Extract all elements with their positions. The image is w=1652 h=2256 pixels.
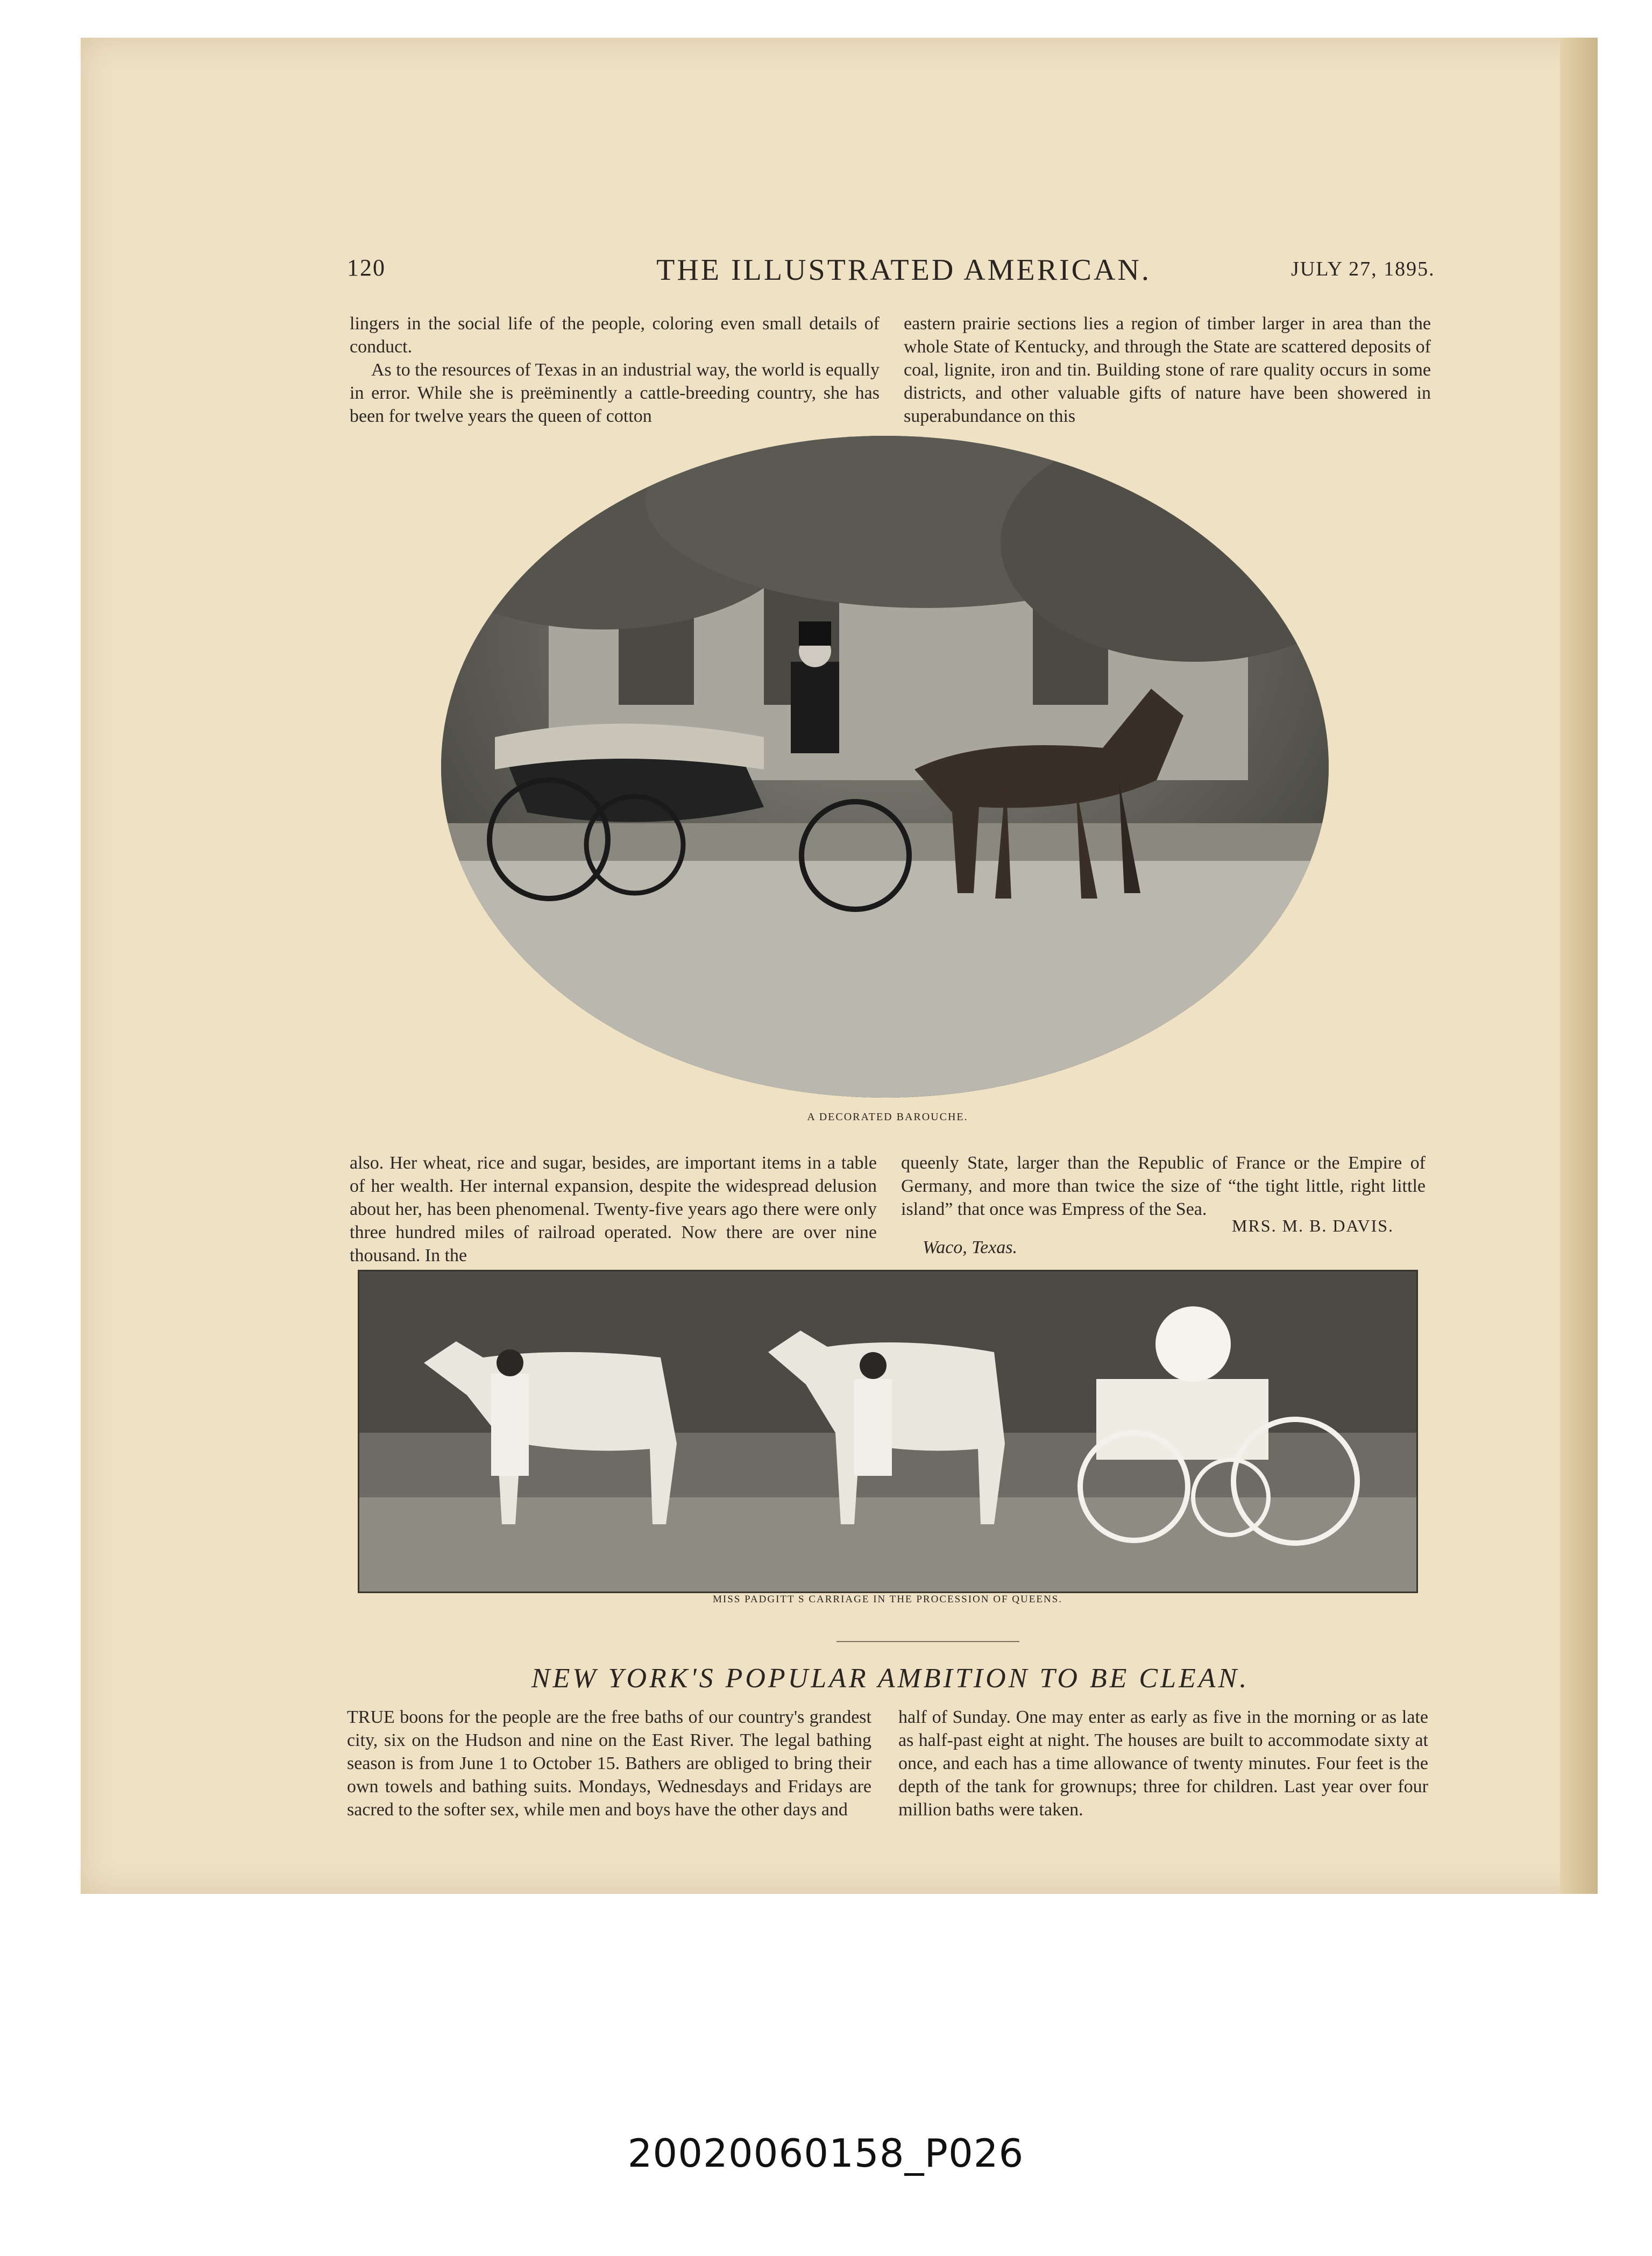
paragraph: lingers in the social life of the people, coloring even small details of conduct. (350, 314, 880, 357)
page-number: 120 (347, 254, 386, 281)
page-edge-shadow (1560, 38, 1598, 1894)
article-left-column (347, 1706, 871, 1821)
paragraph: eastern prairie sections lies a region of timber larger in area than the whole State of Kentucky, and through the State are scattered deposits of coal, lignite, iron and tin. Building stone of rare quality occurs in some districts, and other valuable gifts of nature have been showered in superabundance on this (904, 314, 1431, 426)
padgitt-carriage-photo (358, 1270, 1418, 1593)
author-signature: MRS. M. B. DAVIS. (1232, 1216, 1394, 1235)
section-divider (836, 1641, 1019, 1642)
figure-caption: MISS PADGITT S CARRIAGE IN THE PROCESSION OF QUEENS. (713, 1594, 1062, 1605)
carriage-illustration (359, 1271, 1416, 1592)
paragraph: queenly State, larger than the Republic of France or the Empire of Germany, and more than twice the size of “the tight little, right little island” that once was Empress of the Sea. (901, 1153, 1426, 1219)
barouche-illustration (441, 436, 1329, 1098)
article-right-column (898, 1706, 1428, 1821)
magazine-title: THE ILLUSTRATED AMERICAN. (656, 253, 1151, 287)
paragraph: also. Her wheat, rice and sugar, besides, are important items in a table of her wealth. Her internal expansion, despite the widespread delusion about her, has been phenomenal. Twenty-five years ago there were only three hundred miles of railroad operated. Now there are over nine thousand. In the (350, 1153, 877, 1265)
figure-caption: A DECORATED BAROUCHE. (807, 1111, 968, 1123)
decorated-barouche-photo (441, 436, 1329, 1098)
middle-right-column (901, 1151, 1426, 1221)
article-headline: NEW YORK'S POPULAR AMBITION TO BE CLEAN. (531, 1663, 1250, 1694)
paragraph: half of Sunday. One may enter as early as five in the morning or as late as half-past eight at night. The houses are built to accommodate sixty at once, and each has a time allowance of twenty minutes. Four feet is the depth of the tank for grownups; three for children. Last year over four million baths were taken. (898, 1707, 1428, 1820)
top-right-column (904, 312, 1431, 428)
author-location: Waco, Texas. (923, 1237, 1017, 1257)
paragraph: As to the resources of Texas in an industrial way, the world is equally in error. While she is preëminently a cattle-breeding country, she has been for twelve years the queen of cotton (350, 360, 880, 426)
issue-date: JULY 27, 1895. (1291, 258, 1435, 280)
middle-left-column (350, 1151, 877, 1267)
catalog-id: 20020060158_P026 (627, 2131, 1024, 2176)
top-left-column (350, 312, 880, 428)
paragraph: TRUE boons for the people are the free baths of our country's grandest city, six on the Hudson and nine on the East River. The legal bathing season is from June 1 to October 15. Bathers are obliged to bring their own towels and bathing suits. Mondays, Wednesdays and Fridays are sacred to the softer sex, while men and boys have the other days and (347, 1707, 871, 1820)
